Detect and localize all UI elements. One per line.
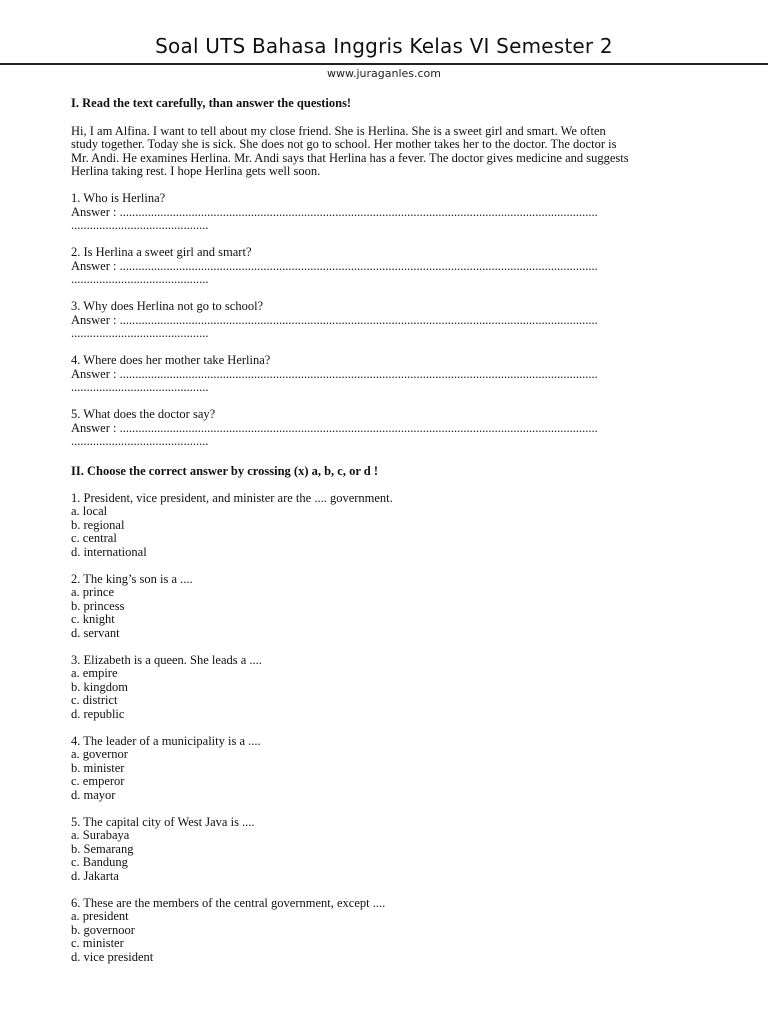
- page-title: Soal UTS Bahasa Inggris Kelas VI Semester 2: [155, 34, 613, 58]
- option-d: d. vice president: [71, 949, 154, 964]
- essay-question-4: [71, 354, 701, 395]
- answer-line-continuation: ............................................: [71, 219, 209, 232]
- answer-line: Answer : .........................................................................................................................................................: [71, 205, 598, 219]
- option-a: a. president: [71, 909, 129, 923]
- reading-passage: [71, 125, 701, 179]
- option-d: d. republic: [71, 706, 125, 721]
- option-d: d. servant: [71, 625, 120, 640]
- essay-question-2: [71, 246, 701, 287]
- option-d: d. mayor: [71, 787, 116, 802]
- essay-question-1: [71, 192, 701, 233]
- option-b: b. princess: [71, 598, 125, 613]
- mc-question-2: [71, 573, 701, 641]
- option-a: a. governor: [71, 747, 128, 761]
- option-b: b. kingdom: [71, 679, 128, 694]
- question-text: 3. Why does Herlina not go to school?: [71, 299, 264, 313]
- question-text: 2. Is Herlina a sweet girl and smart?: [71, 245, 252, 259]
- question-text: 5. What does the doctor say?: [71, 407, 216, 421]
- website-label: www.juraganles.com: [326, 67, 441, 80]
- passage-line: Hi, I am Alfina. I want to tell about my close friend. She is Herlina. She is a sweet girl and smart. We often: [71, 123, 606, 138]
- question-text: 3. Elizabeth is a queen. She leads a ....: [71, 652, 262, 667]
- option-c: c. emperor: [71, 774, 125, 788]
- option-b: b. minister: [71, 760, 125, 775]
- question-text: 5. The capital city of West Java is ....: [71, 814, 255, 829]
- option-d: d. Jakarta: [71, 868, 119, 883]
- passage-line: study together. Today she is sick. She does not go to school. Her mother takes her to the doctor. The doctor is: [71, 137, 617, 151]
- option-a: a. prince: [71, 585, 115, 599]
- answer-line-continuation: ............................................: [71, 435, 209, 448]
- answer-line-continuation: ............................................: [71, 273, 209, 286]
- question-text: 4. The leader of a municipality is a ....: [71, 733, 261, 748]
- option-a: a. Surabaya: [71, 828, 130, 842]
- passage-line: Herlina taking rest. I hope Herlina gets well soon.: [71, 164, 321, 178]
- option-c: c. minister: [71, 936, 124, 950]
- option-c: c. district: [71, 693, 118, 707]
- option-c: c. knight: [71, 612, 115, 626]
- option-a: a. empire: [71, 666, 118, 680]
- answer-line: Answer : .........................................................................................................................................................: [71, 421, 598, 435]
- header-divider: [0, 63, 768, 65]
- answer-line: Answer : .........................................................................................................................................................: [71, 313, 598, 327]
- section-2-title: II. Choose the correct answer by crossing (x) a, b, c, or d !: [71, 463, 379, 478]
- question-text: 1. Who is Herlina?: [71, 191, 166, 205]
- worksheet-body: [71, 97, 701, 964]
- essay-question-3: [71, 300, 701, 341]
- option-c: c. central: [71, 531, 117, 545]
- option-b: b. Semarang: [71, 841, 134, 856]
- passage-line: Mr. Andi. He examines Herlina. Mr. Andi says that Herlina has a fever. The doctor gives medicine and suggests: [71, 150, 629, 165]
- question-text: 6. These are the members of the central government, except ....: [71, 895, 386, 910]
- question-text: 1. President, vice president, and minister are the .... government.: [71, 490, 393, 505]
- mc-question-4: [71, 735, 701, 803]
- mc-question-3: [71, 654, 701, 722]
- answer-line-continuation: ............................................: [71, 327, 209, 340]
- answer-line: Answer : .........................................................................................................................................................: [71, 259, 598, 273]
- mc-question-1: [71, 492, 701, 560]
- question-text: 2. The king’s son is a ....: [71, 571, 193, 586]
- option-d: d. international: [71, 544, 147, 559]
- answer-line: Answer : .........................................................................................................................................................: [71, 367, 598, 381]
- mc-question-5: [71, 816, 701, 884]
- essay-question-5: [71, 408, 701, 449]
- answer-line-continuation: ............................................: [71, 381, 209, 394]
- option-b: b. regional: [71, 517, 125, 532]
- option-a: a. local: [71, 504, 108, 518]
- mc-question-6: [71, 897, 701, 965]
- section-1-title: I. Read the text carefully, than answer the questions!: [71, 96, 352, 110]
- option-c: c. Bandung: [71, 855, 128, 869]
- option-b: b. governoor: [71, 922, 135, 937]
- question-text: 4. Where does her mother take Herlina?: [71, 353, 271, 367]
